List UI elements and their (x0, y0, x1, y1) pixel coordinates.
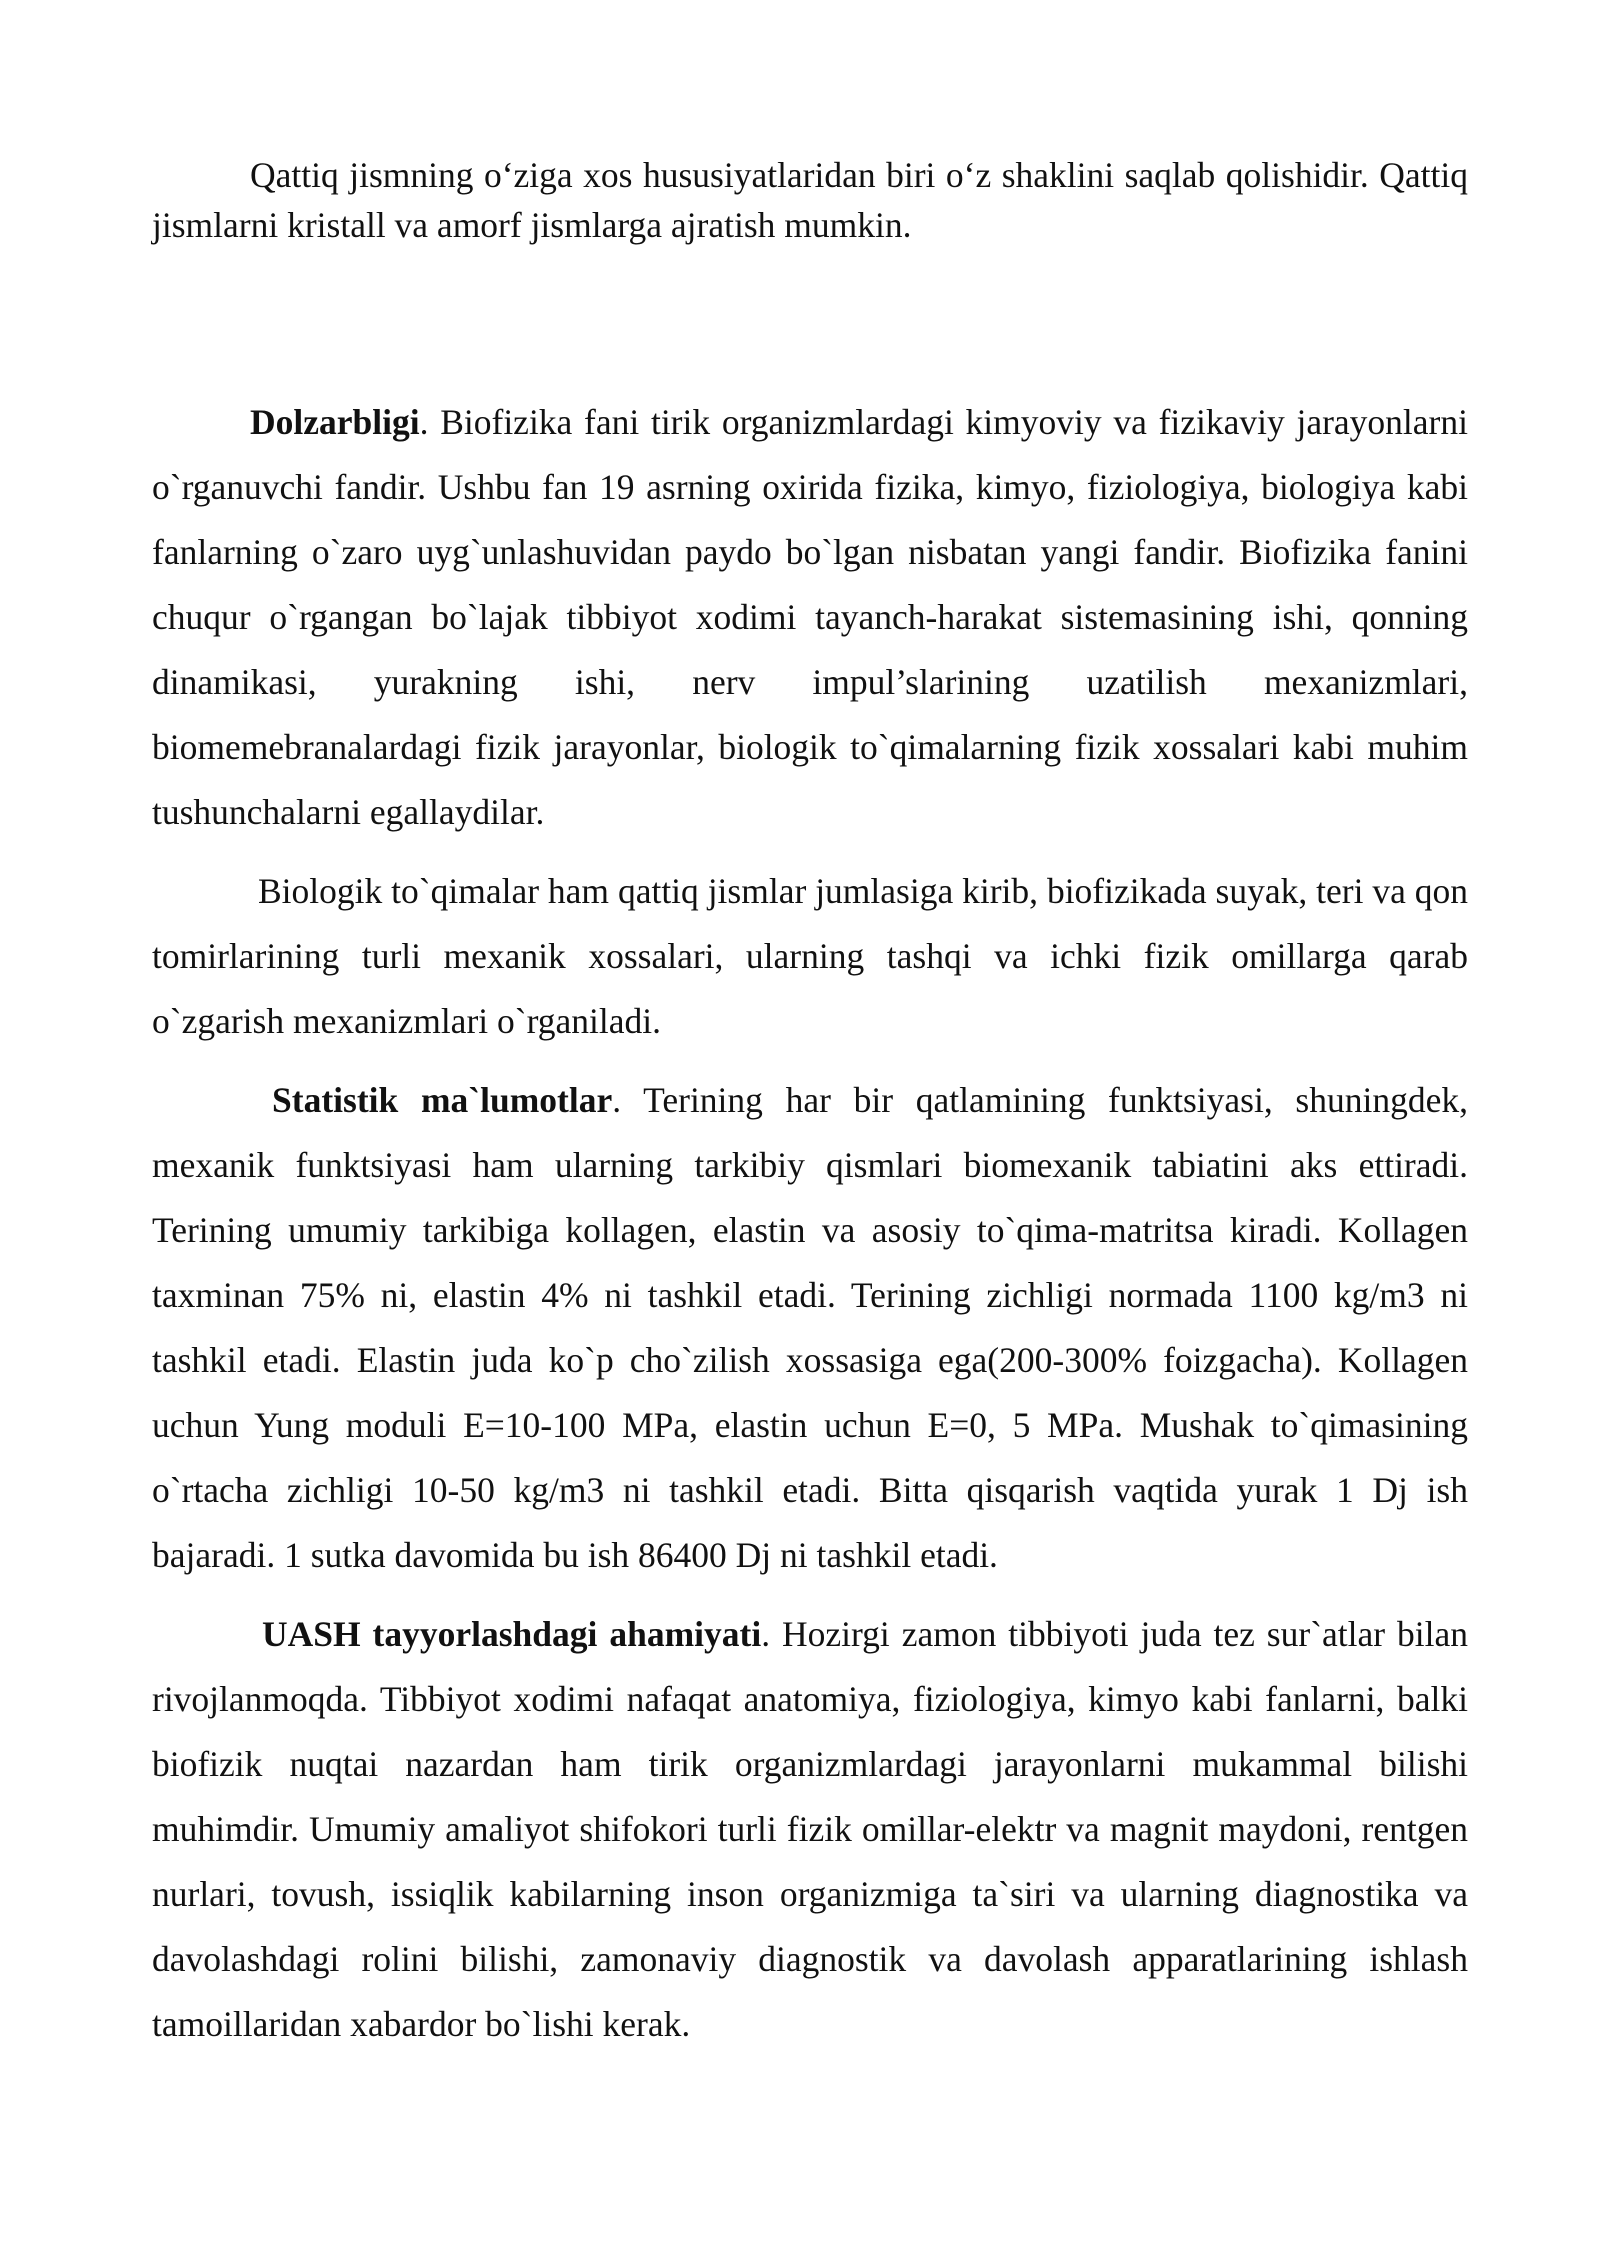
uash-text: Hozirgi zamon tibbiyoti juda tez sur`atlar bilan rivojlanmoqda. Tibbiyot xodimi nafaqat anatomiya, fiziologiya, kimyo kabi fanlarni, balki biofizik nuqtai nazardan ham tirik organizmlardagi jarayonlarni mukammal bilishi muhimdir. Umumiy amaliyot shifokori turli fizik omillar-elektr va magnit maydoni, rentgen nurlari, tovush, issiqlik kabilarning inson organizmiga ta`siri va ularning diagnostika va davolashdagi rolini bilishi, zamonaviy diagnostik va davolash apparatlarining ishlash tamoillaridan xabardor bo`lishi kerak. (152, 1614, 1468, 2044)
uash-paragraph (152, 1602, 1468, 2057)
biologik-paragraph (152, 859, 1468, 1054)
intro-text: Qattiq jismning o‘ziga xos hususiyatlaridan biri o‘z shaklini saqlab qolishidir. Qattiq jismlarni kristall va amorf jismlarga ajratish mumkin. (152, 155, 1468, 245)
uash-heading-punct: . (761, 1614, 771, 1654)
dolzarbligi-paragraph (152, 390, 1468, 845)
dolzarbligi-text: Biofizika fani tirik organizmlardagi kimyoviy va fizikaviy jarayonlarni o`rganuvchi fandir. Ushbu fan 19 asrning oxirida fizika, kimyo, fiziologiya, biologiya kabi fanlarning o`zaro uyg`unlashuvidan paydo bo`lgan nisbatan yangi fandir. Biofizika fanini chuqur o`rgangan bo`lajak tibbiyot xodimi tayanch-harakat sistemasining ishi, qonning dinamikasi, yurakning ishi, nerv impul’slarining uzatilish mexanizmlari, biomemebranalardagi fizik jarayonlar, biologik to`qimalarning fizik xossalari kabi muhim tushunchalarni egallaydilar. (152, 402, 1468, 832)
dolzarbligi-heading-punct: . (419, 402, 429, 442)
statistik-paragraph (152, 1068, 1468, 1588)
uash-heading: UASH tayyorlashdagi ahamiyati (262, 1614, 762, 1654)
statistik-heading-punct: . (612, 1080, 622, 1120)
biologik-text: Biologik to`qimalar ham qattiq jismlar jumlasiga kirib, biofizikada suyak, teri va qon tomirlarining turli mexanik xossalari, ularning tashqi va ichki fizik omillarga qarab o`zgarish mexanizmlari o`rganiladi. (152, 871, 1468, 1041)
intro-paragraph (152, 150, 1468, 250)
statistik-heading: Statistik ma`lumotlar (272, 1080, 613, 1120)
dolzarbligi-heading: Dolzarbligi (250, 402, 420, 442)
statistik-text: Terining har bir qatlamining funktsiyasi, shuningdek, mexanik funktsiyasi ham ularning tarkibiy qismlari biomexanik tabiatini aks ettiradi. Terining umumiy tarkibiga kollagen, elastin va asosiy to`qima-matritsa kiradi. Kollagen taxminan 75% ni, elastin 4% ni tashkil etadi. Terining zichligi normada 1100 kg/m3 ni tashkil etadi. Elastin juda ko`p cho`zilish xossasiga ega(200-300% foizgacha). Kollagen uchun Yung moduli E=10-100 MPa, elastin uchun E=0, 5 MPa. Mushak to`qimasining o`rtacha zichligi 10-50 kg/m3 ni tashkil etadi. Bitta qisqarish vaqtida yurak 1 Dj ish bajaradi. 1 sutka davomida bu ish 86400 Dj ni tashkil etadi. (152, 1080, 1468, 1575)
document-page (152, 150, 1468, 2057)
